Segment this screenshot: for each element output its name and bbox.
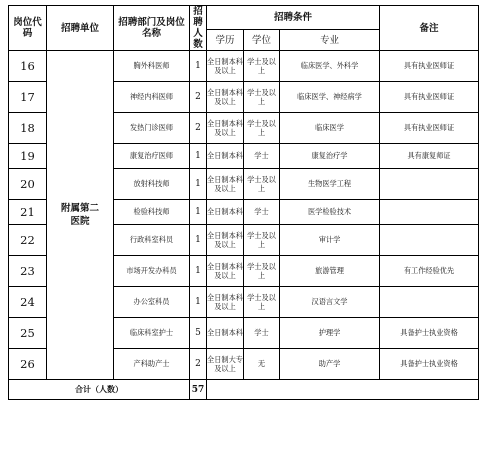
remark bbox=[380, 200, 479, 225]
hire-count: 1 bbox=[190, 256, 207, 287]
hire-count: 1 bbox=[190, 51, 207, 82]
remark: 具备护士执业资格 bbox=[380, 318, 479, 349]
position-code: 22 bbox=[9, 225, 47, 256]
header-major: 专业 bbox=[280, 30, 380, 51]
position-name: 检验科技师 bbox=[114, 200, 190, 225]
remark: 具备护士执业资格 bbox=[380, 349, 479, 380]
header-degree: 学位 bbox=[244, 30, 280, 51]
education-requirement: 全日制本科及以上 bbox=[207, 225, 244, 256]
recruitment-table bbox=[8, 5, 479, 400]
major-requirement: 医学检验技术 bbox=[280, 200, 380, 225]
major-requirement: 护理学 bbox=[280, 318, 380, 349]
degree-requirement: 学士及以上 bbox=[244, 287, 280, 318]
degree-requirement: 学士及以上 bbox=[244, 51, 280, 82]
education-requirement: 全日制本科及以上 bbox=[207, 82, 244, 113]
degree-requirement: 学士 bbox=[244, 144, 280, 169]
education-requirement: 全日制本科 bbox=[207, 200, 244, 225]
position-name: 临床科室护士 bbox=[114, 318, 190, 349]
degree-requirement: 学士及以上 bbox=[244, 169, 280, 200]
position-code: 26 bbox=[9, 349, 47, 380]
degree-requirement: 学士 bbox=[244, 200, 280, 225]
degree-requirement: 学士及以上 bbox=[244, 82, 280, 113]
hire-count: 1 bbox=[190, 287, 207, 318]
remark: 具有康复师证 bbox=[380, 144, 479, 169]
table-body bbox=[9, 51, 479, 380]
hire-count: 2 bbox=[190, 113, 207, 144]
header-education: 学历 bbox=[207, 30, 244, 51]
total-label: 合计（人数） bbox=[9, 380, 190, 400]
degree-requirement: 学士及以上 bbox=[244, 225, 280, 256]
education-requirement: 全日制本科及以上 bbox=[207, 256, 244, 287]
major-requirement: 生物医学工程 bbox=[280, 169, 380, 200]
hire-count: 1 bbox=[190, 169, 207, 200]
major-requirement: 临床医学、神经病学 bbox=[280, 82, 380, 113]
position-name: 办公室科员 bbox=[114, 287, 190, 318]
header-unit: 招聘单位 bbox=[47, 6, 114, 51]
hire-count: 5 bbox=[190, 318, 207, 349]
education-requirement: 全日制本科及以上 bbox=[207, 51, 244, 82]
hire-count: 1 bbox=[190, 200, 207, 225]
hire-count: 1 bbox=[190, 144, 207, 169]
hire-count: 1 bbox=[190, 225, 207, 256]
position-code: 25 bbox=[9, 318, 47, 349]
major-requirement: 康复治疗学 bbox=[280, 144, 380, 169]
remark bbox=[380, 287, 479, 318]
position-code: 21 bbox=[9, 200, 47, 225]
header-position: 招聘部门及岗位名称 bbox=[114, 6, 190, 51]
hire-count: 2 bbox=[190, 349, 207, 380]
position-code: 24 bbox=[9, 287, 47, 318]
position-name: 胸外科医师 bbox=[114, 51, 190, 82]
major-requirement: 助产学 bbox=[280, 349, 380, 380]
position-code: 16 bbox=[9, 51, 47, 82]
position-code: 18 bbox=[9, 113, 47, 144]
header-note: 备注 bbox=[380, 6, 479, 51]
header-count: 招聘人数 bbox=[190, 6, 207, 51]
education-requirement: 全日制本科及以上 bbox=[207, 169, 244, 200]
degree-requirement: 学士及以上 bbox=[244, 113, 280, 144]
remark: 具有执业医师证 bbox=[380, 51, 479, 82]
recruitment-table-container bbox=[8, 5, 478, 400]
remark: 具有执业医师证 bbox=[380, 82, 479, 113]
major-requirement: 旅游管理 bbox=[280, 256, 380, 287]
major-requirement: 临床医学 bbox=[280, 113, 380, 144]
education-requirement: 全日制本科 bbox=[207, 318, 244, 349]
education-requirement: 全日制本科及以上 bbox=[207, 113, 244, 144]
position-name: 康复治疗医师 bbox=[114, 144, 190, 169]
hire-count: 2 bbox=[190, 82, 207, 113]
major-requirement: 汉语言文学 bbox=[280, 287, 380, 318]
position-code: 19 bbox=[9, 144, 47, 169]
remark: 具有执业医师证 bbox=[380, 113, 479, 144]
position-name: 行政科室科员 bbox=[114, 225, 190, 256]
total-empty-cell bbox=[207, 380, 479, 400]
table-row bbox=[9, 51, 479, 82]
remark: 有工作经验优先 bbox=[380, 256, 479, 287]
major-requirement: 审计学 bbox=[280, 225, 380, 256]
position-name: 放射科技师 bbox=[114, 169, 190, 200]
position-code: 23 bbox=[9, 256, 47, 287]
remark bbox=[380, 225, 479, 256]
header-conditions: 招聘条件 bbox=[207, 6, 380, 30]
position-name: 市场开发办科员 bbox=[114, 256, 190, 287]
position-code: 17 bbox=[9, 82, 47, 113]
education-requirement: 全日制本科 bbox=[207, 144, 244, 169]
header-code: 岗位代码 bbox=[9, 6, 47, 51]
position-code: 20 bbox=[9, 169, 47, 200]
education-requirement: 全日制大专及以上 bbox=[207, 349, 244, 380]
degree-requirement: 学士及以上 bbox=[244, 256, 280, 287]
recruiting-unit: 附属第二医院 bbox=[47, 51, 114, 380]
position-name: 产科助产士 bbox=[114, 349, 190, 380]
education-requirement: 全日制本科及以上 bbox=[207, 287, 244, 318]
header-row bbox=[9, 6, 479, 30]
degree-requirement: 无 bbox=[244, 349, 280, 380]
degree-requirement: 学士 bbox=[244, 318, 280, 349]
position-name: 发热门诊医师 bbox=[114, 113, 190, 144]
remark bbox=[380, 169, 479, 200]
total-value: 57 bbox=[190, 380, 207, 400]
total-row bbox=[9, 380, 479, 400]
position-name: 神经内科医师 bbox=[114, 82, 190, 113]
major-requirement: 临床医学、外科学 bbox=[280, 51, 380, 82]
